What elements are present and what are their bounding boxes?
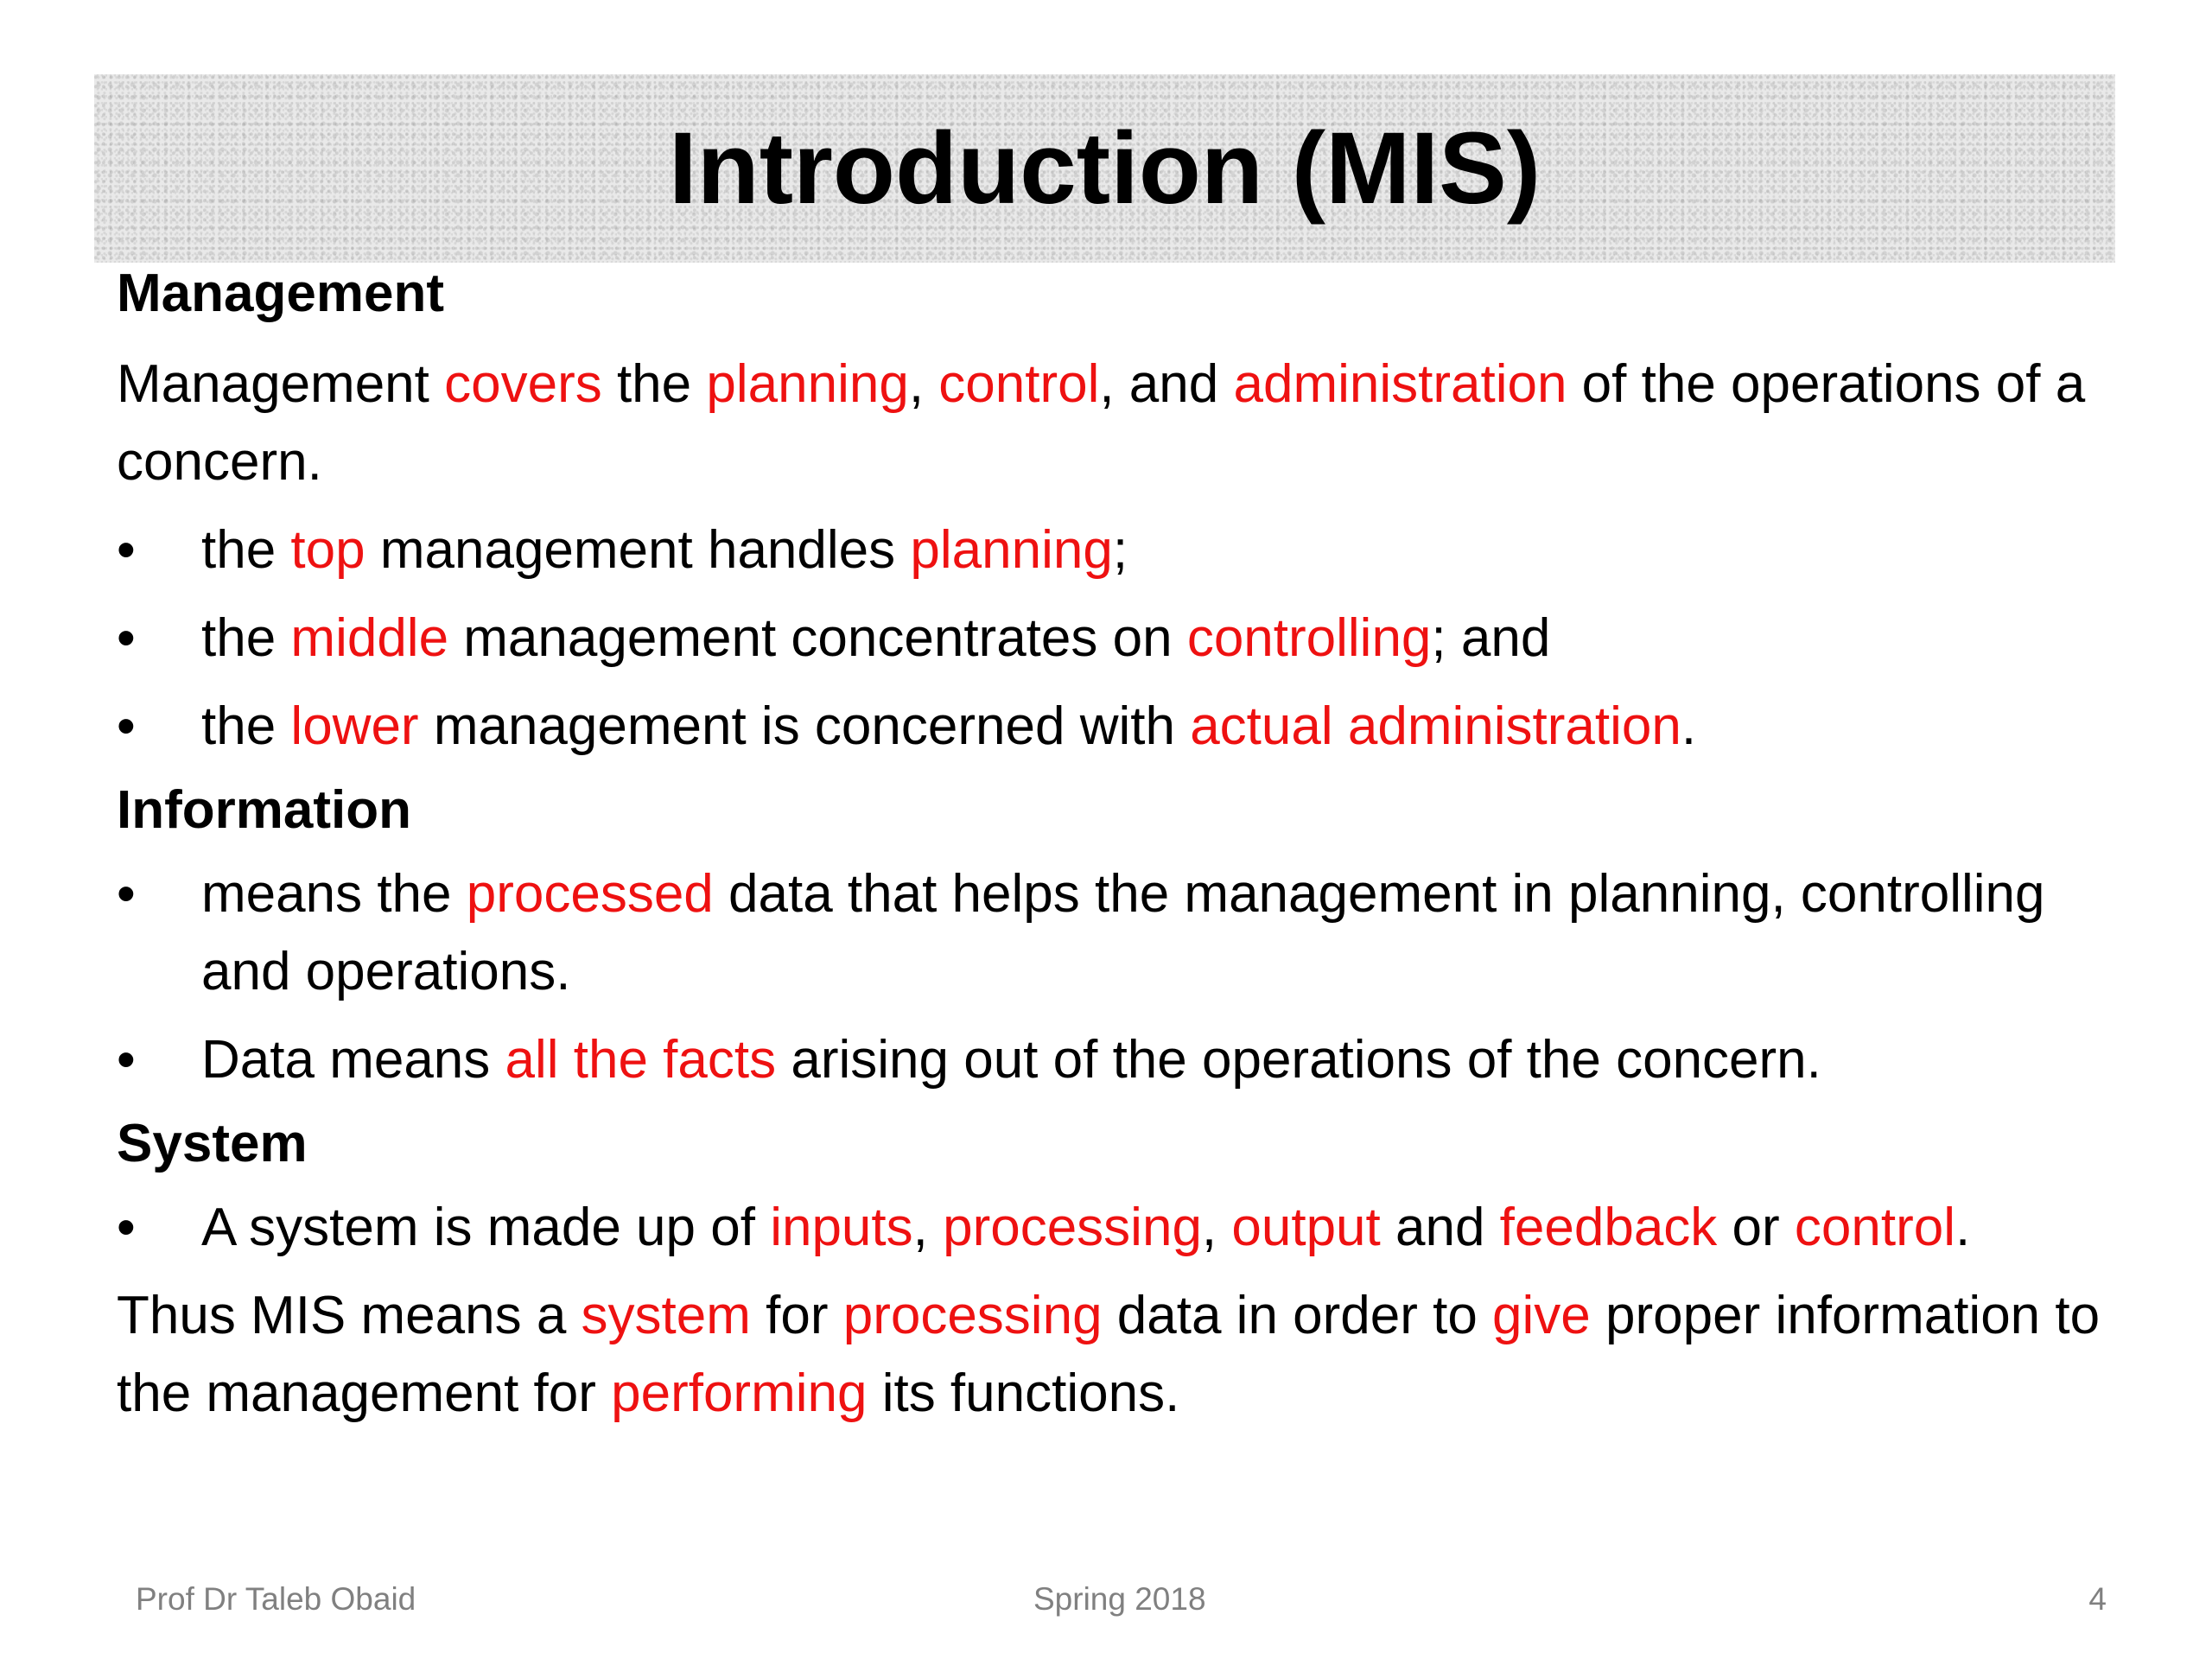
mis-conclusion — [117, 1277, 2104, 1433]
text-run: the — [601, 354, 707, 414]
highlighted-term: covers — [444, 354, 602, 414]
slide-title: Introduction (MIS) — [668, 111, 1541, 226]
highlighted-term: inputs — [770, 1198, 913, 1257]
highlighted-term: actual administration — [1190, 696, 1681, 756]
highlighted-term: controlling — [1186, 608, 1432, 668]
highlighted-term: give — [1492, 1286, 1591, 1345]
highlighted-term: planning — [910, 520, 1113, 580]
text-run: ; — [1112, 520, 1128, 580]
text-run: , — [908, 354, 939, 414]
text-run: Data means — [201, 1030, 505, 1090]
bullet-icon: • — [117, 696, 136, 756]
highlighted-term: top — [290, 520, 365, 580]
highlighted-term: middle — [290, 608, 449, 668]
text-run: the — [201, 696, 291, 756]
text-run: data that helps the management in planning, controlling and operations. — [201, 864, 2045, 1001]
title-bar — [94, 74, 2115, 263]
text-run: A system is made up of — [201, 1198, 771, 1257]
text-run: its functions. — [867, 1363, 1180, 1423]
footer-author: Prof Dr Taleb Obaid — [136, 1581, 416, 1617]
text-run: for — [750, 1286, 843, 1345]
bullet-text — [201, 855, 2104, 1011]
highlighted-term: processing — [943, 1198, 1202, 1257]
section-heading-system: System — [117, 1114, 308, 1173]
bullet-text — [201, 512, 2104, 589]
list-item — [117, 688, 2104, 766]
footer-page-number: 4 — [2088, 1581, 2107, 1617]
highlighted-term: administration — [1233, 354, 1567, 414]
highlighted-term: processing — [842, 1286, 1103, 1345]
text-run: , — [912, 1198, 944, 1257]
bullet-text — [201, 1189, 2104, 1267]
highlighted-term: planning — [706, 354, 909, 414]
text-run: . — [1681, 696, 1697, 756]
bullet-icon: • — [117, 520, 136, 580]
section-heading-information: Information — [117, 780, 411, 840]
management-intro — [117, 346, 2104, 501]
bullet-icon: • — [117, 608, 136, 668]
bullet-icon: • — [117, 1198, 136, 1257]
highlighted-term: all the facts — [505, 1030, 777, 1090]
text-run: Management — [117, 354, 445, 414]
list-item — [117, 855, 2104, 1011]
text-run: proper information to the management for — [117, 1286, 2101, 1423]
text-run: of the operations of a concern. — [117, 354, 2086, 492]
section-heading-management: Management — [117, 264, 444, 323]
highlighted-term: system — [581, 1286, 751, 1345]
highlighted-term: lower — [290, 696, 419, 756]
text-run: data in order to — [1102, 1286, 1493, 1345]
list-item — [117, 512, 2104, 589]
footer-term: Spring 2018 — [1033, 1581, 1206, 1617]
text-run: means the — [201, 864, 467, 924]
bullet-icon: • — [117, 1030, 136, 1090]
highlighted-term: output — [1231, 1198, 1381, 1257]
text-run: management concentrates on — [448, 608, 1187, 668]
highlighted-term: processed — [466, 864, 714, 924]
bullet-text — [201, 688, 2104, 766]
text-run: , — [1201, 1198, 1232, 1257]
text-run: arising out of the operations of the concern. — [776, 1030, 1821, 1090]
text-run: , and — [1099, 354, 1234, 414]
highlighted-term: control — [1794, 1198, 1955, 1257]
highlighted-term: feedback — [1499, 1198, 1718, 1257]
bullet-text — [201, 1021, 2104, 1099]
text-run: or — [1717, 1198, 1795, 1257]
text-run: the — [201, 608, 291, 668]
bullet-text — [201, 600, 2104, 677]
list-item — [117, 1021, 2104, 1099]
highlighted-term: control — [938, 354, 1100, 414]
slide-content — [117, 259, 2104, 1433]
list-item — [117, 600, 2104, 677]
text-run: management handles — [365, 520, 911, 580]
text-run: ; and — [1431, 608, 1551, 668]
text-run: the — [201, 520, 291, 580]
text-run: . — [1955, 1198, 1971, 1257]
text-run: management is concerned with — [418, 696, 1191, 756]
text-run: and — [1380, 1198, 1500, 1257]
list-item — [117, 1189, 2104, 1267]
highlighted-term: performing — [611, 1363, 868, 1423]
bullet-icon: • — [117, 864, 136, 924]
text-run: Thus MIS means a — [117, 1286, 582, 1345]
